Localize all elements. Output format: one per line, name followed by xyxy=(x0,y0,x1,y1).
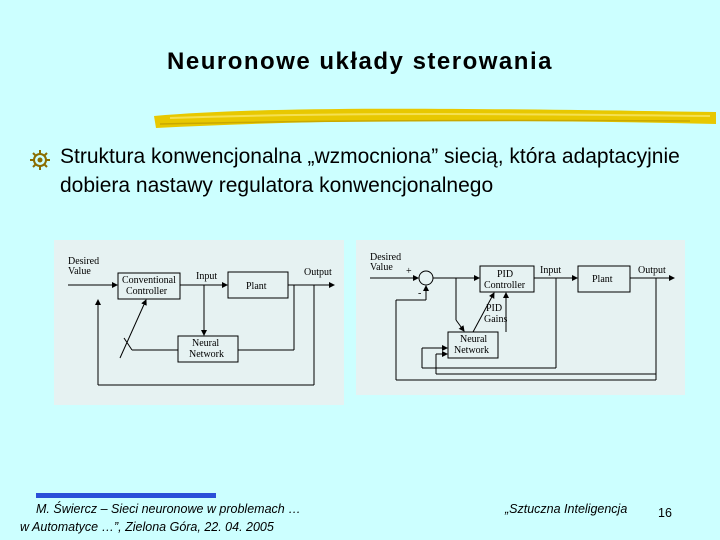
label-output: Output xyxy=(304,267,332,278)
footer-author-line1: M. Świercz – Sieci neuronowe w problemach … xyxy=(36,502,301,516)
label-value: Value xyxy=(68,266,91,277)
label-minus: - xyxy=(418,288,422,299)
label-output: Output xyxy=(638,265,666,276)
label-plant: Plant xyxy=(592,274,613,285)
diagram-pid-controller xyxy=(356,240,685,395)
label-input: Input xyxy=(540,265,562,276)
label-pid-gains: PID xyxy=(486,303,503,314)
page-number: 16 xyxy=(658,506,672,520)
label-pid: PID xyxy=(497,269,514,280)
label-controller: Controller xyxy=(126,286,168,297)
yellow-brush-stroke xyxy=(150,104,720,134)
diagram-conventional-controller xyxy=(54,240,344,405)
label-neural: Neural xyxy=(460,334,488,345)
label-conventional: Conventional xyxy=(122,275,176,286)
bullet-text: Struktura konwencjonalna „wzmocniona” siecią, która adaptacyjnie dobiera nastawy regulatora konwencjonalnego xyxy=(60,145,680,197)
footer-author xyxy=(20,500,360,536)
footer-source: „Sztuczna Inteligencja xyxy=(505,502,628,516)
label-neural: Neural xyxy=(192,338,220,349)
label-desired: Desired xyxy=(68,256,100,267)
label-gains: Gains xyxy=(484,314,508,325)
label-value: Value xyxy=(370,262,393,273)
label-network: Network xyxy=(454,345,489,356)
footer-bar xyxy=(36,493,216,498)
footer-author-line2: w Automatyce …”, Zielona Góra, 22. 04. 2005 xyxy=(20,520,274,534)
slide-title: Neuronowe układy sterowania xyxy=(167,48,553,75)
label-pid-controller: Controller xyxy=(484,280,526,291)
gear-bullet-icon xyxy=(28,148,52,172)
label-input: Input xyxy=(196,271,218,282)
label-desired: Desired xyxy=(370,252,402,263)
label-network: Network xyxy=(189,349,224,360)
label-plus: + xyxy=(406,266,412,277)
label-plant: Plant xyxy=(246,281,267,292)
